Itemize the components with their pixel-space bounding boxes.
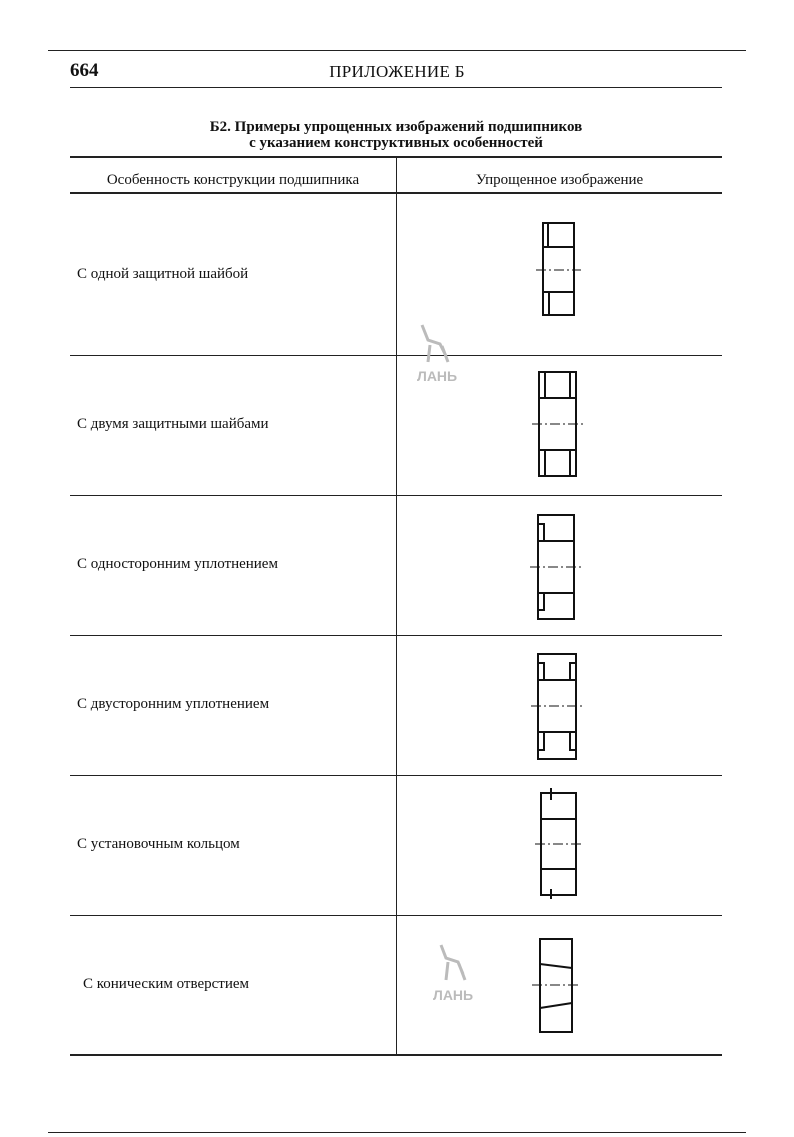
- page-number: 664: [70, 60, 99, 81]
- bearing-double-shield-drawing: [532, 372, 583, 476]
- watermark-logo: ЛАНЬ: [417, 368, 458, 384]
- bearing-two-side-seal-drawing: [531, 654, 583, 759]
- column-header-feature: Особенность конструкции подшипника: [106, 172, 360, 188]
- running-title: ПРИЛОЖЕНИЕ Б: [329, 62, 465, 81]
- row-label: С двусторонним уплотнением: [77, 696, 270, 712]
- bearing-single-shield-drawing: [536, 223, 581, 315]
- bearing-tapered-bore-drawing: [532, 939, 580, 1032]
- table-title-line2: с указанием конструктивных особенностей: [249, 135, 543, 151]
- row-label: С одной защитной шайбой: [77, 266, 249, 282]
- column-header-image: Упрощенное изображение: [475, 172, 644, 188]
- watermark-deer-icon: [422, 325, 465, 980]
- row-label: С коническим отверстием: [83, 976, 250, 992]
- row-label: С односторонним уплотнением: [77, 556, 278, 572]
- row-label: С установочным кольцом: [77, 836, 240, 852]
- table-title-line1: Б2. Примеры упрощенных изображений подшипников: [209, 119, 583, 135]
- watermark-logo: ЛАНЬ: [433, 987, 474, 1003]
- bearing-snap-ring-drawing: [535, 788, 583, 899]
- bottom-rule: [48, 1132, 746, 1133]
- row-label: С двумя защитными шайбами: [77, 416, 269, 432]
- bearing-one-side-seal-drawing: [530, 515, 582, 619]
